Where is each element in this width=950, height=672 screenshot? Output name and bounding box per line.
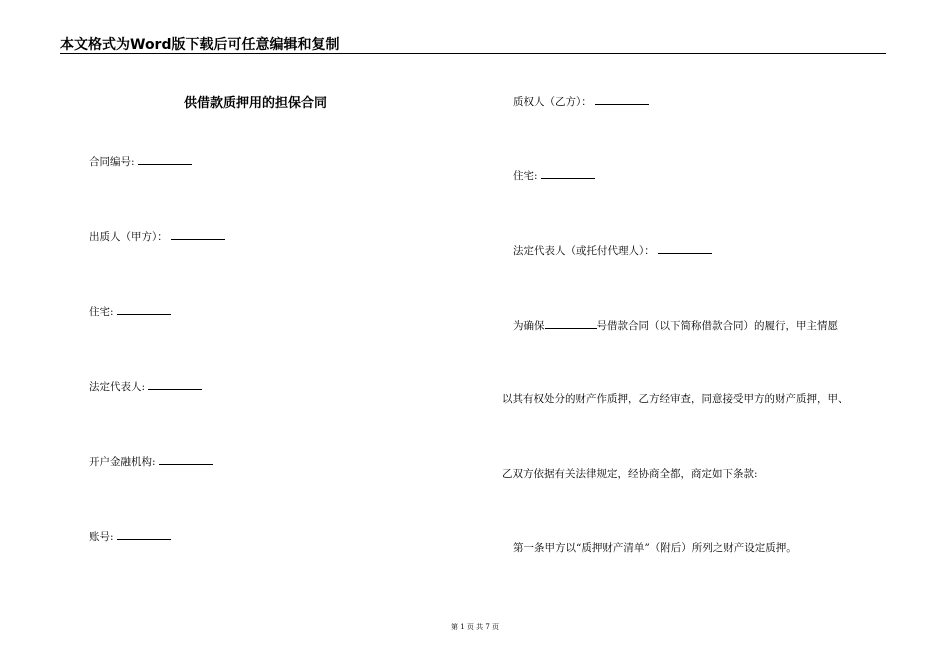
field-bank [89,453,213,469]
field-label: 开户金融机构: [89,456,156,468]
field-account-number [89,528,171,544]
field-pledgor [89,228,225,244]
field-blank [148,378,202,390]
field-blank [658,242,712,254]
field-label: 住宅: [513,170,538,182]
field-label: 法定代表人: [89,381,146,393]
loan-contract-number-blank [545,317,597,329]
document-title: 供借款质押用的担保合同 [184,96,328,111]
field-label: 出质人（甲方）： [89,231,168,243]
field-blank [541,167,595,179]
field-pledgee-representative [513,242,712,258]
field-blank [159,453,213,465]
field-pledgee-address [513,167,595,183]
field-label: 合同编号: [89,156,135,168]
paragraph-text: 为确保 [513,320,545,332]
field-blank [171,228,225,240]
field-blank [117,303,171,315]
field-label: 账号: [89,531,114,543]
field-blank [595,93,649,105]
header-divider [60,53,886,54]
field-pledgor-address [89,303,171,319]
field-label: 质权人（乙方）： [513,96,592,108]
paragraph-line-3: 乙双方依据有关法律规定，经协商全都，商定如下条款: [502,468,758,480]
field-pledgee [513,93,649,109]
field-blank [117,528,171,540]
field-contract-number [89,153,192,169]
document-header: 本文格式为Word版下载后可任意编辑和复制 [60,37,340,53]
field-label: 法定代表人（或托付代理人）： [513,245,655,257]
paragraph-text: 号借款合同（以下简称借款合同）的履行，甲主情愿 [596,320,838,332]
paragraph-line-1 [513,317,838,333]
field-label: 住宅: [89,306,114,318]
paragraph-line-4: 第一条甲方以“质押财产清单”（附后）所列之财产设定质押。 [513,542,797,554]
page-number: 第 1 页 共 7 页 [450,623,500,631]
field-legal-representative [89,378,202,394]
paragraph-line-2: 以其有权处分的财产作质押，乙方经审查，同意接受甲方的财产质押，甲、 [502,393,849,405]
field-blank [138,153,192,165]
